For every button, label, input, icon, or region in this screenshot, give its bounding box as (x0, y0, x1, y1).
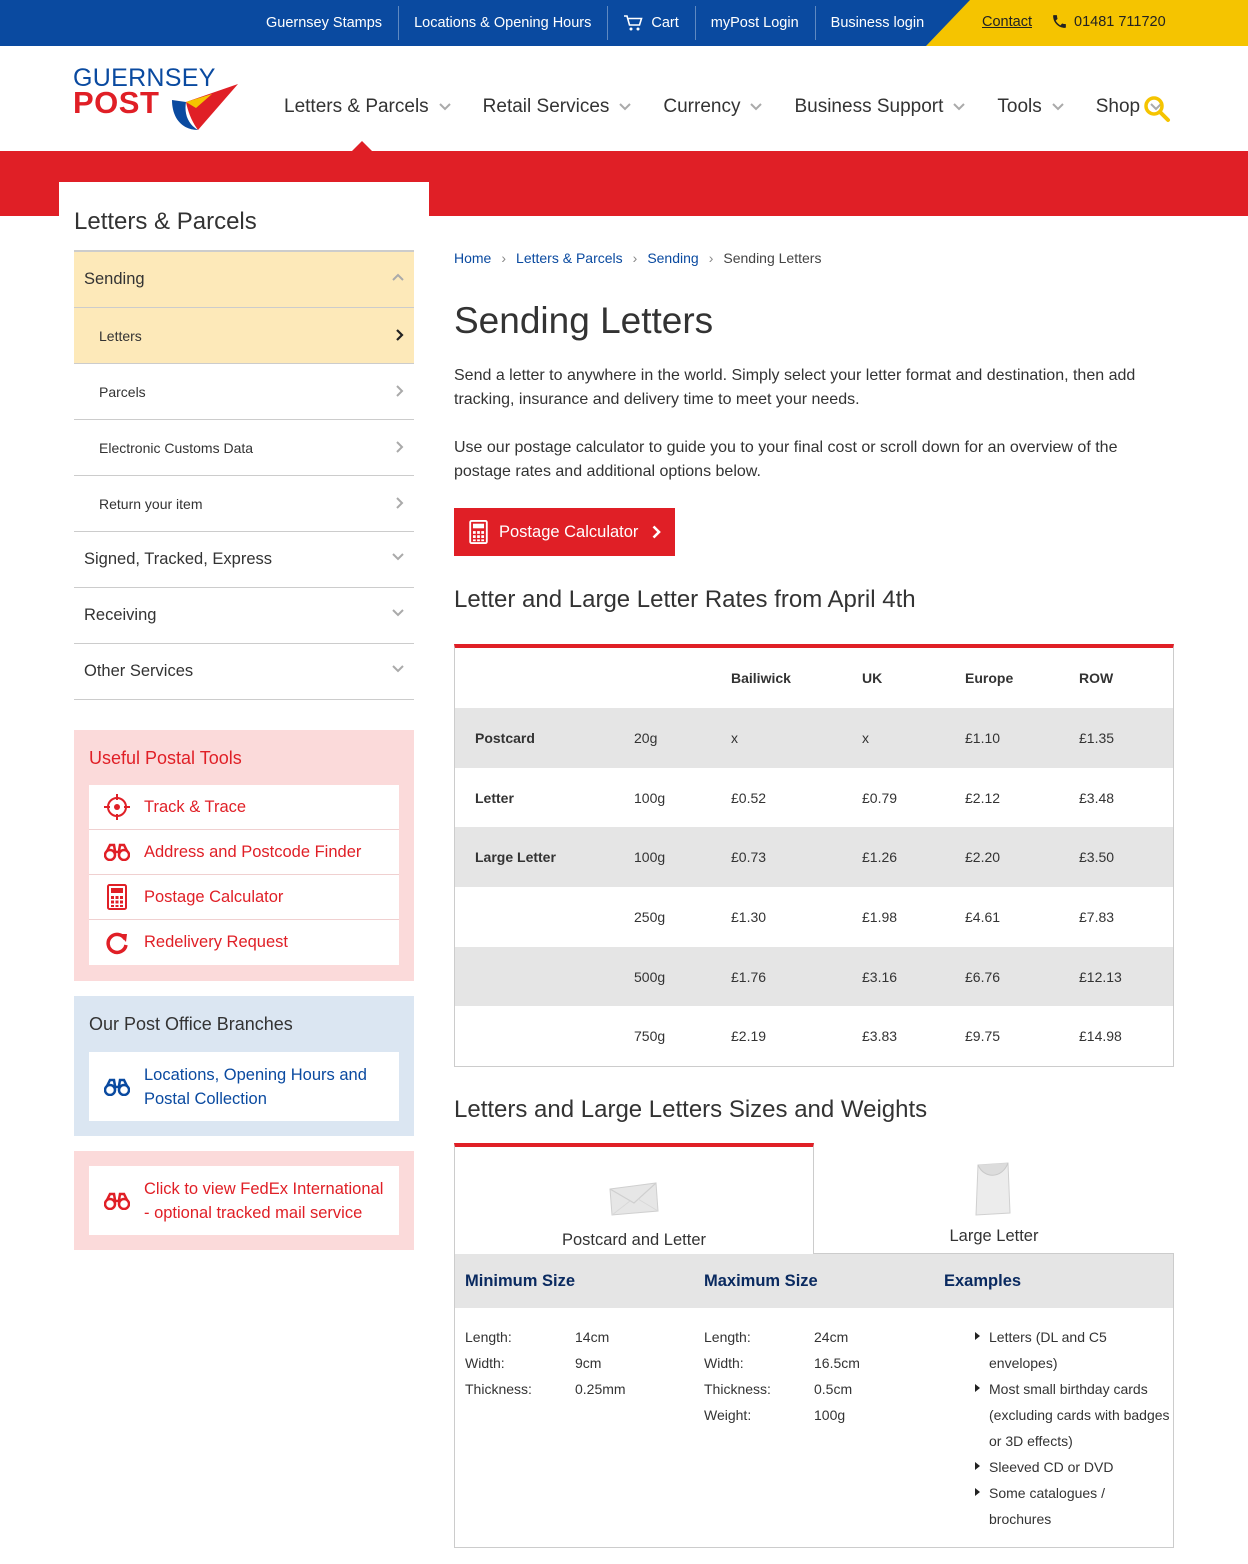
sidebar-header (59, 182, 429, 250)
tool-label: Address and Postcode Finder (144, 842, 362, 861)
nav-letters-parcels[interactable] (284, 96, 451, 118)
sidebar-title: Letters & Parcels (74, 208, 257, 235)
chevron-up-icon (392, 273, 404, 281)
max-size-row (704, 1350, 860, 1376)
table-cell: Postcard (475, 729, 535, 746)
chevron-right-icon (652, 525, 661, 539)
envelope-icon (608, 1181, 660, 1217)
page-title: Sending Letters (454, 300, 714, 341)
table-cell: £3.83 (862, 1028, 898, 1045)
nav-tools[interactable] (997, 96, 1063, 118)
table-cell: £3.50 (1079, 849, 1115, 866)
table-cell: £1.76 (731, 968, 767, 985)
size-value: 0.5cm (814, 1381, 853, 1397)
size-value: 16.5cm (814, 1355, 860, 1371)
size-tabs (454, 1143, 1174, 1254)
phone-icon (1051, 13, 1068, 30)
rates-heading: Letter and Large Letter Rates from April 4th (454, 586, 916, 613)
list-item: Some catalogues / brochures (975, 1480, 1170, 1532)
table-row (455, 887, 1173, 947)
list-item: Letters (DL and C5 envelopes) (975, 1324, 1170, 1376)
size-value: 24cm (814, 1329, 849, 1345)
useful-tools-title: Useful Postal Tools (89, 748, 242, 768)
breadcrumb-separator-icon: › (632, 250, 638, 266)
table-row (455, 1006, 1173, 1066)
table-cell: 20g (634, 729, 658, 746)
table-cell: £12.13 (1079, 968, 1122, 985)
rates-header-row (455, 648, 1173, 708)
calc-button-label: Postage Calculator (499, 522, 639, 541)
cart-icon (623, 14, 643, 32)
table-cell: 100g (634, 789, 666, 806)
table-cell: £0.79 (862, 789, 898, 806)
calculator-paragraph: Use our postage calculator to guide you to your final cost or scroll down for an overview of the postage rates and additional options below. (454, 439, 1118, 480)
tab-label: Large Letter (949, 1227, 1039, 1245)
sidebar-item-other-services[interactable] (74, 644, 414, 700)
cart-label: Cart (651, 15, 679, 31)
nav-business-support-label: Business Support (794, 96, 944, 117)
max-size-row (704, 1324, 860, 1350)
table-cell: x (862, 729, 869, 746)
table-row (455, 947, 1173, 1007)
table-cell: 250g (634, 908, 666, 925)
nav-currency-label: Currency (663, 96, 741, 117)
table-cell: £6.76 (965, 968, 1001, 985)
max-size-list (704, 1324, 860, 1428)
guernsey-stamps-label: Guernsey Stamps (266, 15, 383, 31)
tab-label: Postcard and Letter (561, 1231, 706, 1249)
min-size-row (465, 1324, 626, 1350)
sidebar-item-return[interactable] (74, 476, 414, 532)
binoculars-icon (104, 1078, 130, 1096)
table-row (455, 768, 1173, 828)
crosshair-icon (104, 794, 130, 820)
nav-shop-label: Shop (1095, 96, 1141, 117)
list-item: Most small birthday cards (excluding cards with badges or 3D effects) (975, 1376, 1170, 1454)
locations-link[interactable] (398, 0, 607, 46)
size-key: Weight: (704, 1407, 752, 1423)
sidebar-item-parcels[interactable] (74, 364, 414, 420)
table-cell: Large Letter (475, 849, 556, 866)
breadcrumb-separator-icon: › (708, 250, 714, 266)
table-cell: £4.61 (965, 908, 1001, 925)
size-value: 0.25mm (575, 1381, 626, 1397)
cart-link[interactable] (607, 0, 694, 46)
phone-link[interactable] (1051, 13, 1166, 30)
chevron-down-icon (619, 103, 631, 111)
table-cell: £1.98 (862, 908, 898, 925)
table-cell: £2.12 (965, 789, 1001, 806)
binoculars-icon (104, 1192, 130, 1210)
business-login-link[interactable] (815, 0, 941, 46)
min-size-row (465, 1350, 626, 1376)
fedex-panel (74, 1151, 414, 1250)
table-cell: £7.83 (1079, 908, 1115, 925)
sidebar-item-sending[interactable] (74, 252, 414, 308)
phone-number: 01481 711720 (1074, 13, 1166, 30)
branches-title: Our Post Office Branches (89, 1014, 293, 1034)
table-cell: 750g (634, 1028, 666, 1045)
tool-label: Track & Trace (144, 797, 247, 816)
sidebar-item-label: Letters (99, 327, 142, 344)
rates-header-cell: UK (862, 670, 883, 686)
table-cell: £3.16 (862, 968, 898, 985)
size-value: 14cm (575, 1329, 610, 1345)
breadcrumb-current: Sending Letters (723, 250, 822, 266)
size-key: Width: (704, 1355, 744, 1371)
postage-calculator-link[interactable] (89, 875, 399, 920)
logo-text-post: POST (73, 85, 160, 120)
search-icon[interactable] (1143, 95, 1171, 123)
list-item: Sleeved CD or DVD (975, 1454, 1170, 1480)
sidebar-item-label: Return your item (99, 495, 203, 512)
main-nav (284, 96, 1194, 118)
tool-label: Postage Calculator (144, 887, 284, 906)
tab-postcard-letter[interactable] (454, 1143, 814, 1254)
size-value: 100g (814, 1407, 846, 1423)
min-size-heading: Minimum Size (465, 1272, 576, 1290)
table-cell: £2.19 (731, 1028, 767, 1045)
breadcrumb-home[interactable]: Home (454, 250, 492, 266)
table-row (455, 708, 1173, 768)
chevron-down-icon (1052, 103, 1064, 111)
redelivery-request-link[interactable] (89, 920, 399, 965)
table-cell: £0.73 (731, 849, 767, 866)
chevron-down-icon (439, 103, 451, 111)
rates-table (454, 644, 1174, 1067)
fedex-link[interactable] (89, 1166, 399, 1235)
breadcrumb-separator-icon: › (501, 250, 507, 266)
business-login-label: Business login (830, 15, 925, 31)
sidebar-item-label: Other Services (84, 662, 194, 680)
size-key: Thickness: (465, 1381, 532, 1397)
nav-retail-services-label: Retail Services (482, 96, 610, 117)
rates-header-cell: Bailiwick (731, 670, 791, 686)
sidebar-item-receiving[interactable] (74, 588, 414, 644)
sidebar-item-signed-tracked[interactable] (74, 532, 414, 588)
intro-paragraph: Send a letter to anywhere in the world. Simply select your letter format and destination, then add tracking, insurance and delivery time to meet your needs. (454, 367, 1136, 408)
branches-locations-link[interactable] (89, 1052, 399, 1121)
chevron-down-icon (392, 553, 404, 561)
table-cell: £1.30 (731, 908, 767, 925)
max-size-heading: Maximum Size (704, 1272, 818, 1290)
nav-business-support[interactable] (794, 96, 965, 118)
chevron-down-icon (750, 103, 762, 111)
sidebar-item-label: Electronic Customs Data (99, 439, 254, 456)
sizes-heading: Letters and Large Letters Sizes and Weights (454, 1096, 928, 1123)
table-cell: x (731, 729, 738, 746)
rates-header-cell: ROW (1079, 670, 1114, 686)
sizes-header-row (455, 1254, 1173, 1308)
calculator-icon (469, 520, 488, 544)
postcode-finder-link[interactable] (89, 830, 399, 875)
examples-heading: Examples (944, 1272, 1022, 1290)
table-cell: 100g (634, 849, 666, 866)
mypost-login-label: myPost Login (710, 15, 799, 31)
top-utility-bar (0, 0, 1248, 46)
sidebar-item-customs-data[interactable] (74, 420, 414, 476)
useful-tools-list (89, 785, 399, 965)
nav-retail-services[interactable] (483, 96, 632, 118)
max-size-row (704, 1376, 860, 1402)
examples-list (975, 1324, 1170, 1532)
table-cell: £1.35 (1079, 729, 1115, 746)
chevron-right-icon (396, 441, 404, 453)
min-size-list (465, 1324, 626, 1402)
contact-link[interactable]: Contact (982, 14, 1032, 30)
locations-label: Locations & Opening Hours (414, 15, 592, 31)
table-cell: £1.26 (862, 849, 898, 866)
rates-header-cell: Europe (965, 670, 1014, 686)
table-cell: Letter (475, 789, 514, 806)
sidebar-item-label: Parcels (99, 383, 146, 400)
nav-tools-label: Tools (997, 96, 1042, 117)
guernsey-post-logo[interactable] (73, 64, 243, 134)
calculator-icon (107, 884, 127, 910)
main-header (0, 46, 1248, 151)
table-cell: £9.75 (965, 1028, 1001, 1045)
chevron-down-icon (392, 665, 404, 673)
sidebar-item-letters[interactable] (74, 308, 414, 364)
table-cell: £0.52 (731, 789, 767, 806)
guernsey-stamps-link[interactable] (250, 0, 398, 46)
table-cell: £1.10 (965, 729, 1001, 746)
chevron-right-icon (396, 329, 404, 341)
fedex-link-label: Click to view FedEx International - optional tracked mail service (144, 1179, 384, 1222)
postage-calculator-button[interactable] (454, 508, 675, 556)
size-key: Width: (465, 1355, 505, 1371)
utility-links (250, 0, 940, 46)
logo-swoosh-icon (168, 78, 240, 132)
tab-large-letter[interactable] (814, 1143, 1174, 1254)
sidebar-menu (74, 250, 414, 700)
sidebar-item-label: Receiving (84, 606, 157, 624)
table-cell: £2.20 (965, 849, 1001, 866)
table-cell: £14.98 (1079, 1028, 1122, 1045)
chevron-down-icon (392, 609, 404, 617)
mypost-login-link[interactable] (695, 0, 815, 46)
branches-link-label: Locations, Opening Hours and Postal Collection (144, 1065, 367, 1108)
chevron-right-icon (396, 385, 404, 397)
track-trace-link[interactable] (89, 785, 399, 830)
sizes-panel (454, 1254, 1174, 1548)
table-cell: 500g (634, 968, 666, 985)
useful-tools-panel (74, 730, 414, 981)
redelivery-arrow-icon (105, 931, 129, 955)
chevron-down-icon (953, 103, 965, 111)
nav-letters-parcels-label: Letters & Parcels (284, 96, 429, 117)
binoculars-icon (104, 843, 130, 861)
size-value: 9cm (575, 1355, 602, 1371)
min-size-row (465, 1376, 626, 1402)
chevron-right-icon (396, 497, 404, 509)
max-size-row (704, 1402, 860, 1428)
breadcrumb-letters-parcels[interactable]: Letters & Parcels (516, 250, 623, 266)
tool-label: Redelivery Request (144, 933, 288, 951)
large-envelope-icon (974, 1161, 1012, 1217)
sidebar-item-label: Sending (84, 270, 145, 288)
nav-currency[interactable] (663, 96, 762, 118)
branches-panel (74, 996, 414, 1136)
size-key: Length: (465, 1329, 512, 1345)
size-key: Length: (704, 1329, 751, 1345)
size-key: Thickness: (704, 1381, 771, 1397)
table-cell: £3.48 (1079, 789, 1115, 806)
sidebar-item-label: Signed, Tracked, Express (84, 550, 273, 568)
breadcrumb (454, 250, 821, 266)
logo-text-guernsey: GUERNSEY (73, 64, 216, 92)
breadcrumb-sending[interactable]: Sending (647, 250, 699, 266)
table-row (455, 827, 1173, 887)
